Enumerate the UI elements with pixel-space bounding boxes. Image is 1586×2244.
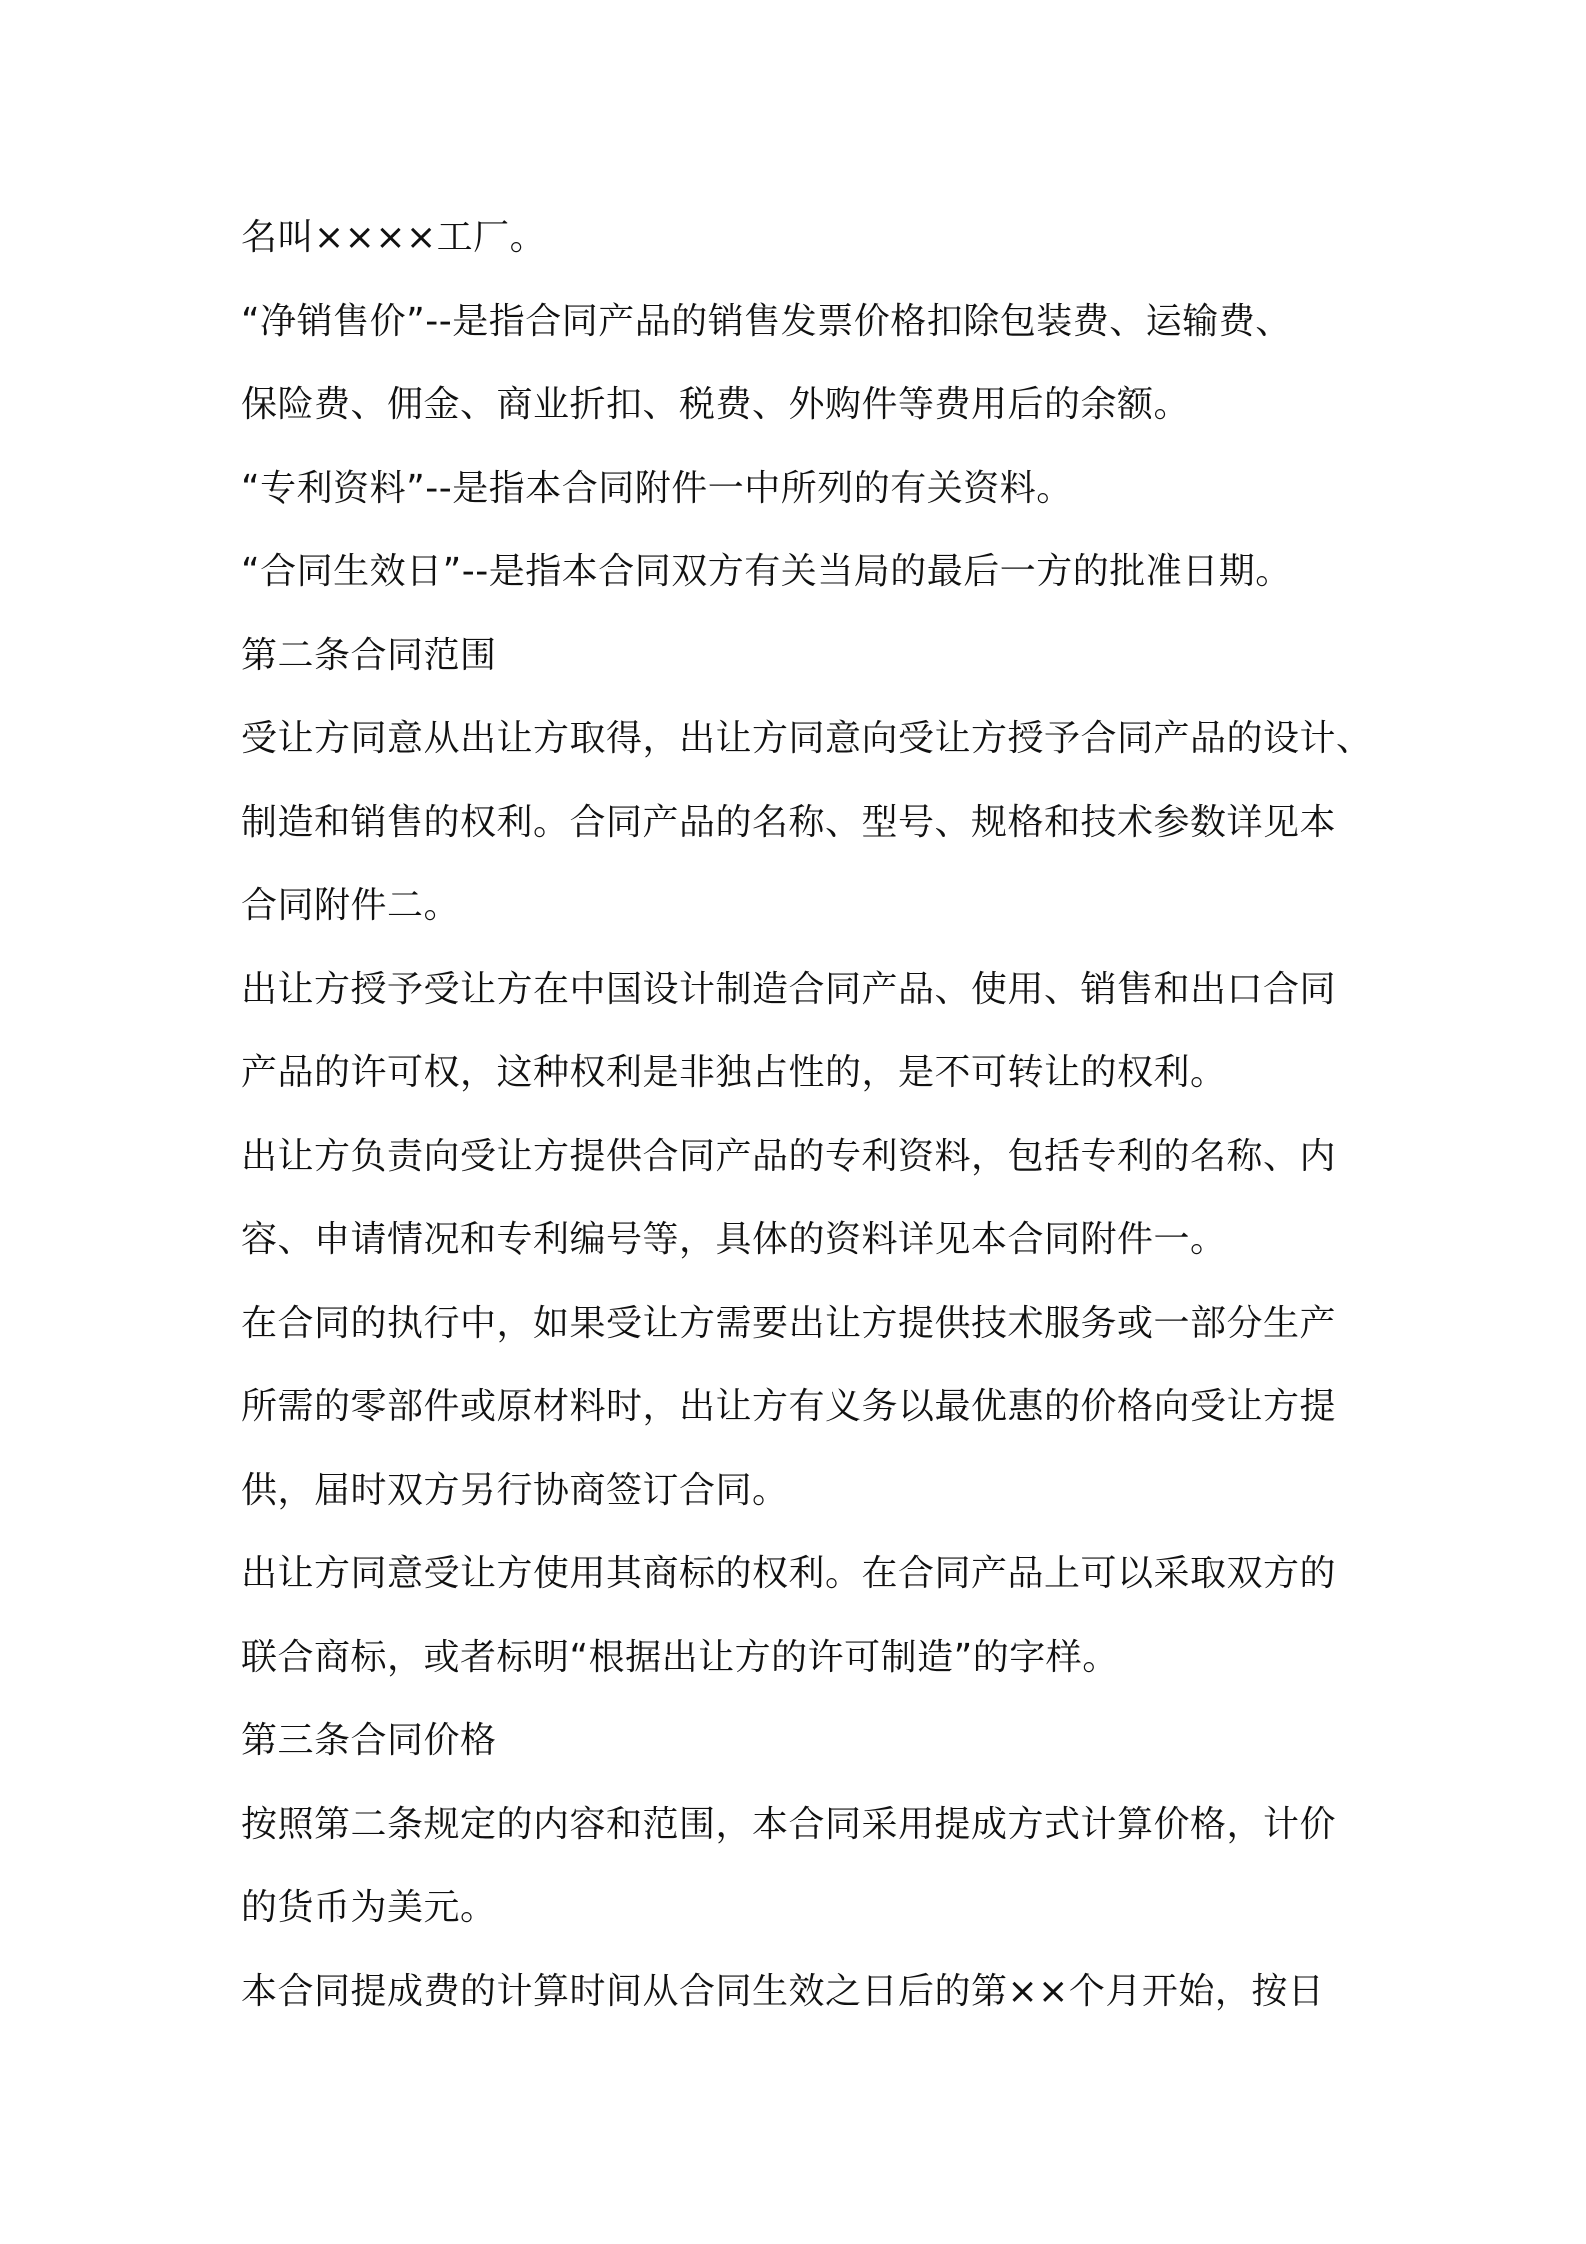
text-line: 合同附件二。 [241, 885, 461, 926]
text-line: 保险费、佣金、商业折扣、税费、外购件等费用后的余额。 [241, 384, 1191, 425]
text-line: 出让方负责向受让方提供合同产品的专利资料，包括专利的名称、内 [241, 1135, 1337, 1177]
text-line: 产品的许可权，这种权利是非独占性的，是不可转让的权利。 [241, 1052, 1227, 1093]
text-line: 出让方同意受让方使用其商标的权利。在合同产品上可以采取双方的 [241, 1553, 1337, 1594]
text-line: “专利资料”--是指本合同附件一中所列的有关资料。 [241, 467, 1073, 509]
text-line: 联合商标，或者标明“根据出让方的许可制造”的字样。 [241, 1636, 1119, 1678]
text-line: 受让方同意从出让方取得，出让方同意向受让方授予合同产品的设计、 [241, 718, 1373, 759]
text-line: 本合同提成费的计算时间从合同生效之日后的第××个月开始，按日 [241, 1970, 1325, 2012]
text-line: 制造和销售的权利。合同产品的名称、型号、规格和技术参数详见本 [241, 801, 1337, 843]
text-line: 所需的零部件或原材料时，出让方有义务以最优惠的价格向受让方提 [241, 1386, 1337, 1427]
text-line: 的货币为美元。 [241, 1887, 497, 1928]
text-line: 容、申请情况和专利编号等，具体的资料详见本合同附件一。 [241, 1219, 1227, 1260]
text-line: “净销售价”--是指合同产品的销售发票价格扣除包装费、运输费、 [241, 300, 1292, 342]
text-line: 名叫××××工厂。 [241, 217, 547, 258]
text-line: 供，届时双方另行协商签订合同。 [241, 1469, 789, 1511]
text-line: 出让方授予受让方在中国设计制造合同产品、使用、销售和出口合同 [241, 968, 1337, 1010]
section-heading: 第三条合同价格 [241, 1720, 497, 1761]
text-line: 按照第二条规定的内容和范围，本合同采用提成方式计算价格，计价 [241, 1803, 1337, 1845]
text-line: “合同生效日”--是指本合同双方有关当局的最后一方的批准日期。 [241, 551, 1292, 592]
text-line: 在合同的执行中，如果受让方需要出让方提供技术服务或一部分生产 [241, 1302, 1337, 1344]
document-body [241, 196, 1371, 2033]
section-heading: 第二条合同范围 [241, 634, 497, 676]
